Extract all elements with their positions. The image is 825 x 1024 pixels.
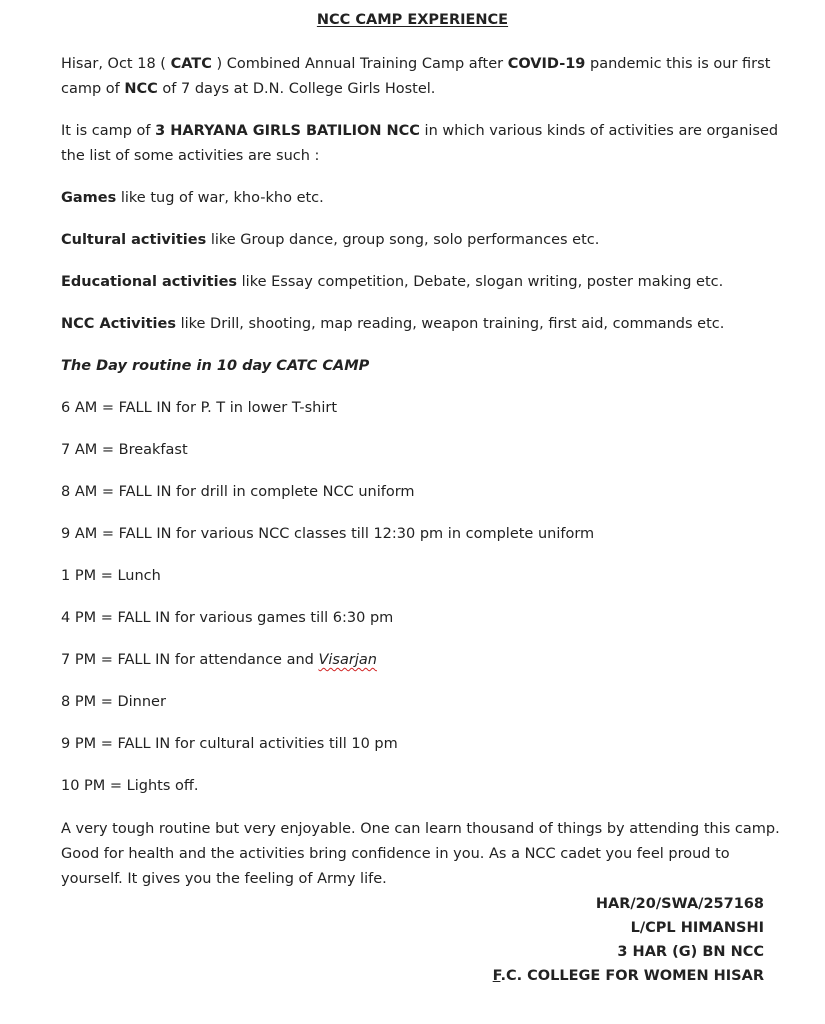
intro-catc: CATC [170, 56, 212, 72]
intro-paragraph [61, 52, 781, 102]
activity-games [61, 188, 324, 208]
routine-item: 6 AM = FALL IN for P. T in lower T-shirt [61, 400, 338, 416]
intro-text-4: of 7 days at D.N. College Girls Hostel. [157, 81, 436, 97]
routine-item: 9 PM = FALL IN for cultural activities till 10 pm [61, 736, 398, 752]
signature-reg-no: HAR/20/SWA/257168 [595, 896, 764, 912]
activity-text: like Group dance, group song, solo performances etc. [206, 232, 600, 248]
camp-text-2: in which various kinds of activities are organised the list of some activities are such : [61, 123, 779, 164]
camp-battalion: 3 HARYANA GIRLS BATILION NCC [155, 123, 420, 139]
activity-text: like Essay competition, Debate, slogan writing, poster making etc. [237, 274, 724, 290]
intro-text-3: pandemic this is our first camp of [61, 56, 771, 97]
routine-item: 1 PM = Lunch [61, 568, 161, 584]
activity-label: Educational activities [61, 274, 238, 290]
routine-visarjan: Visarjan [318, 652, 377, 668]
routine-item-text: 7 PM = FALL IN for attendance and [61, 652, 319, 668]
activity-ncc [61, 314, 724, 334]
routine-item: 8 PM = Dinner [61, 694, 166, 710]
intro-ncc: NCC [124, 81, 158, 97]
routine-item: 4 PM = FALL IN for various games till 6:30 pm [61, 610, 394, 626]
intro-text-1: Hisar, Oct 18 ( [61, 56, 171, 72]
routine-item: 7 AM = Breakfast [61, 442, 188, 458]
activity-text: like tug of war, kho-kho etc. [116, 190, 324, 206]
activity-label: Cultural activities [61, 232, 207, 248]
conclusion-paragraph: A very tough routine but very enjoyable. One can learn thousand of things by attending this camp. Good for health and the activities bring confidence in you. As a NCC cadet you feel proud to yourself. It gives you the feeling of Army life. [61, 821, 780, 887]
camp-text-1: It is camp of [61, 123, 156, 139]
intro-covid: COVID-19 [507, 56, 586, 72]
activity-text: like Drill, shooting, map reading, weapon training, first aid, commands etc. [175, 316, 725, 332]
signature-unit: 3 HAR (G) BN NCC [617, 944, 764, 960]
camp-paragraph [61, 119, 781, 169]
routine-heading: The Day routine in 10 day CATC CAMP [61, 358, 370, 374]
activity-label: NCC Activities [61, 316, 176, 332]
signature-college [493, 966, 764, 986]
routine-item: 9 AM = FALL IN for various NCC classes till 12:30 pm in complete uniform [61, 526, 595, 542]
activity-label: Games [61, 190, 117, 206]
routine-item: 8 AM = FALL IN for drill in complete NCC uniform [61, 484, 415, 500]
signature-rank-name: L/CPL HIMANSHI [630, 920, 764, 936]
routine-item: 10 PM = Lights off. [61, 778, 199, 794]
signature-college-rest: .C. COLLEGE FOR WOMEN HISAR [500, 968, 764, 984]
activity-cultural [61, 230, 599, 250]
signature-college-initial: F [492, 968, 501, 984]
routine-item [61, 650, 377, 670]
activity-educational [61, 272, 723, 292]
intro-text-2: ) Combined Annual Training Camp after [211, 56, 508, 72]
page-title: NCC CAMP EXPERIENCE [316, 12, 509, 28]
